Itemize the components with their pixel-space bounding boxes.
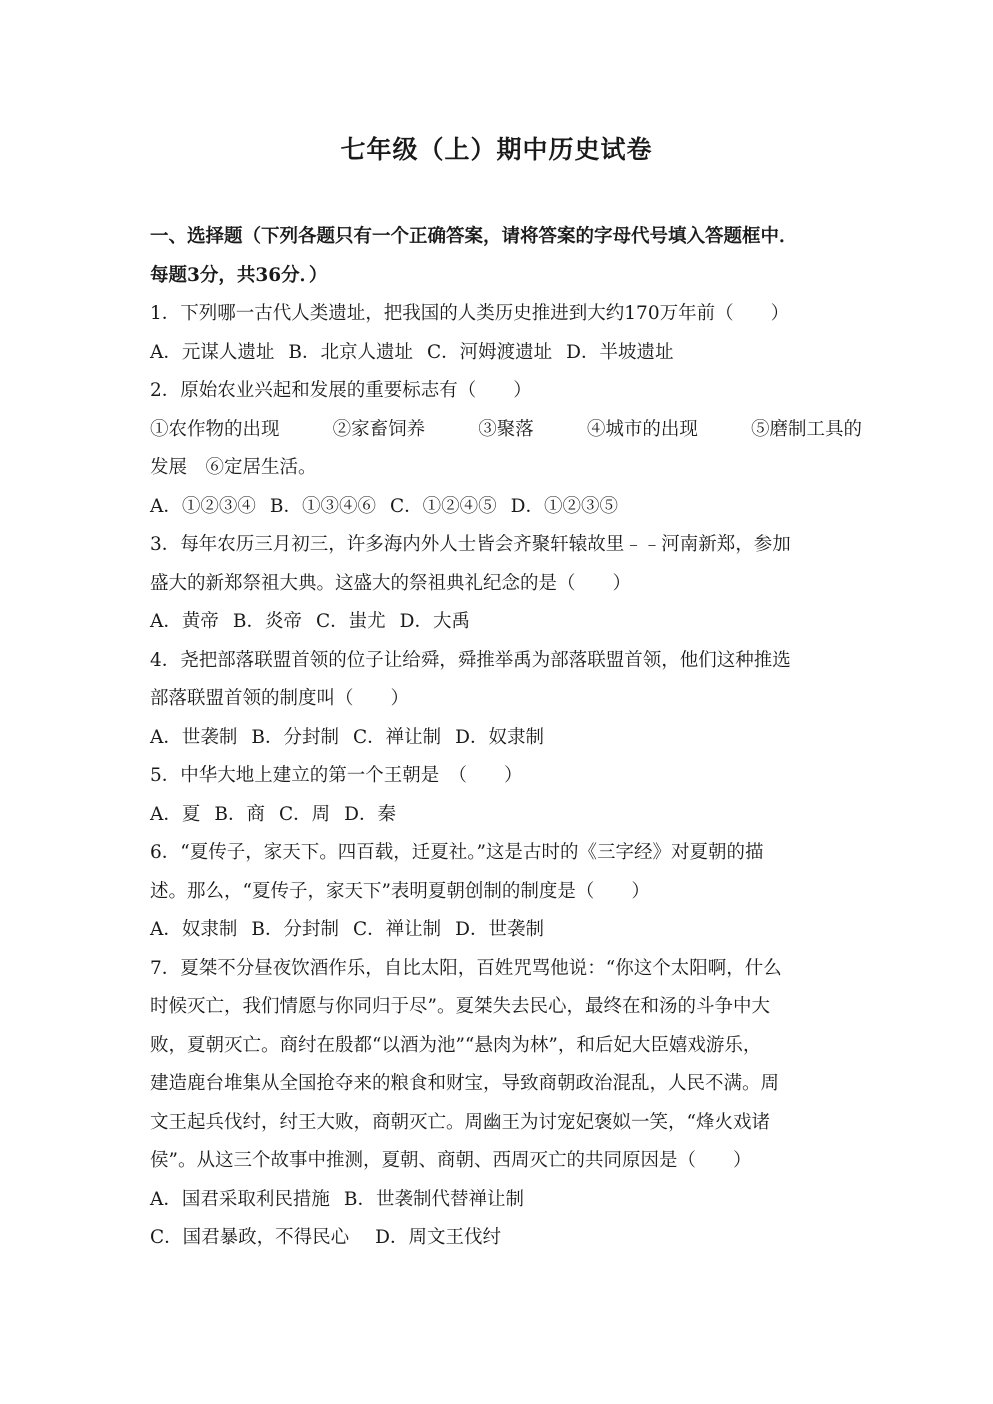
item-5: ⑤磨制工具的 bbox=[750, 418, 862, 440]
option-b: B．商 bbox=[214, 803, 265, 825]
option-c: C．蚩尤 bbox=[315, 611, 386, 632]
option-c: C．禅让制 bbox=[352, 726, 442, 748]
question-2 bbox=[150, 372, 862, 526]
question-stem-cont: 败，夏朝灭亡。商纣在殷都“以酒为池”“悬肉为林”，和后妃大臣嬉戏游乐， bbox=[150, 1034, 762, 1056]
option-line bbox=[150, 1219, 862, 1258]
question-stem-cont: 盛大的新郑祭祖大典。这盛大的祭祖典礼纪念的是（ ） bbox=[150, 572, 632, 594]
option-line bbox=[150, 334, 862, 373]
question-stem: 5．中华大地上建立的第一个王朝是 （ ） bbox=[150, 765, 523, 786]
option-d: D．半坡遗址 bbox=[566, 341, 674, 363]
question-stem-cont: 建造鹿台堆集从全国抢夺来的粮食和财宝，导致商朝政治混乱，人民不满。周 bbox=[150, 1073, 780, 1094]
option-d: D．大禹 bbox=[399, 611, 470, 632]
question-1 bbox=[150, 295, 862, 372]
question-stem: 1．下列哪一古代人类遗址，把我国的人类历史推进到大约170万年前（ ） bbox=[150, 303, 790, 324]
option-d: D．周文王伐纣 bbox=[375, 1227, 501, 1248]
question-stem-cont: 侯”。从这三个故事中推测，夏朝、商朝、西周灭亡的共同原因是（ ） bbox=[150, 1150, 752, 1171]
question-stem-cont: 文王起兵伐纣，纣王大败，商朝灭亡。周幽王为讨宠妃褒姒一笑，“烽火戏诸 bbox=[150, 1111, 770, 1133]
item-4: ④城市的出现 bbox=[586, 418, 698, 440]
option-line bbox=[150, 911, 862, 950]
option-c: C．①②④⑤ bbox=[389, 495, 497, 517]
option-c: C．河姆渡遗址 bbox=[426, 341, 553, 363]
option-b: B．世袭制代替禅让制 bbox=[343, 1188, 524, 1210]
option-d: D．世袭制 bbox=[455, 919, 544, 940]
question-3 bbox=[150, 526, 862, 642]
question-stem-cont: 部落联盟首领的制度叫（ ） bbox=[150, 688, 410, 709]
option-b: B．分封制 bbox=[251, 919, 339, 940]
question-7 bbox=[150, 950, 862, 1258]
item-2: ②家畜饲养 bbox=[332, 418, 426, 440]
option-a: A．元谋人遗址 bbox=[150, 341, 275, 363]
option-line bbox=[150, 488, 862, 527]
option-b: B．分封制 bbox=[251, 726, 339, 748]
option-a: A．世袭制 bbox=[150, 726, 238, 748]
section-header: 一、选择题（下列各题只有一个正确答案，请将答案的字母代号填入答题框中． bbox=[150, 226, 798, 247]
option-a: A．①②③④ bbox=[150, 495, 256, 517]
section-header-cont: 每题3分，共36分．） bbox=[150, 264, 328, 286]
question-stem: 3．每年农历三月初三，许多海内外人士皆会齐聚轩辕故里﹣﹣河南新郑，参加 bbox=[150, 534, 791, 555]
question-4 bbox=[150, 642, 862, 758]
item-list-cont: 发展 ⑥定居生活。 bbox=[150, 457, 317, 478]
option-a: A．奴隶制 bbox=[150, 919, 238, 940]
question-5 bbox=[150, 757, 862, 834]
option-a: A．国君采取利民措施 bbox=[150, 1188, 330, 1210]
question-stem: 7．夏桀不分昼夜饮酒作乐，自比太阳，百姓咒骂他说：“你这个太阳啊，什么 bbox=[150, 957, 782, 979]
option-d: D．秦 bbox=[344, 803, 396, 825]
question-stem: 4．尧把部落联盟首领的位子让给舜，舜推举禹为部落联盟首领，他们这种推选 bbox=[150, 649, 791, 671]
option-b: B．北京人遗址 bbox=[288, 341, 413, 363]
option-a: A．黄帝 bbox=[150, 611, 219, 632]
exam-content bbox=[150, 218, 862, 1258]
option-c: C．周 bbox=[278, 803, 331, 825]
item-3: ③聚落 bbox=[478, 418, 534, 440]
question-stem: 2．原始农业兴起和发展的重要标志有（ ） bbox=[150, 380, 532, 401]
question-6 bbox=[150, 834, 862, 950]
item-list bbox=[150, 411, 862, 450]
option-c: C．国君暴政，不得民心 bbox=[150, 1227, 350, 1248]
option-b: B．①③④⑥ bbox=[269, 495, 376, 517]
option-line bbox=[150, 603, 862, 642]
option-c: C．禅让制 bbox=[352, 919, 442, 940]
question-stem: 6．“夏传子，家天下。四百载，迁夏社。”这是古时的《三字经》对夏朝的描 bbox=[150, 842, 764, 863]
question-stem-cont: 述。那么，“夏传子，家天下”表明夏朝创制的制度是（ ） bbox=[150, 880, 650, 902]
question-stem-cont: 时候灭亡，我们情愿与你同归于尽”。夏桀失去民心，最终在和汤的斗争中大 bbox=[150, 996, 770, 1017]
item-1: ①农作物的出现 bbox=[150, 418, 280, 440]
option-d: D．①②③⑤ bbox=[510, 495, 618, 517]
option-b: B．炎帝 bbox=[232, 611, 302, 632]
option-a: A．夏 bbox=[150, 803, 201, 825]
page-title: 七年级（上）期中历史试卷 bbox=[340, 135, 653, 164]
option-line bbox=[150, 719, 862, 758]
option-line bbox=[150, 1181, 862, 1220]
option-line bbox=[150, 796, 862, 835]
option-d: D．奴隶制 bbox=[455, 726, 544, 748]
